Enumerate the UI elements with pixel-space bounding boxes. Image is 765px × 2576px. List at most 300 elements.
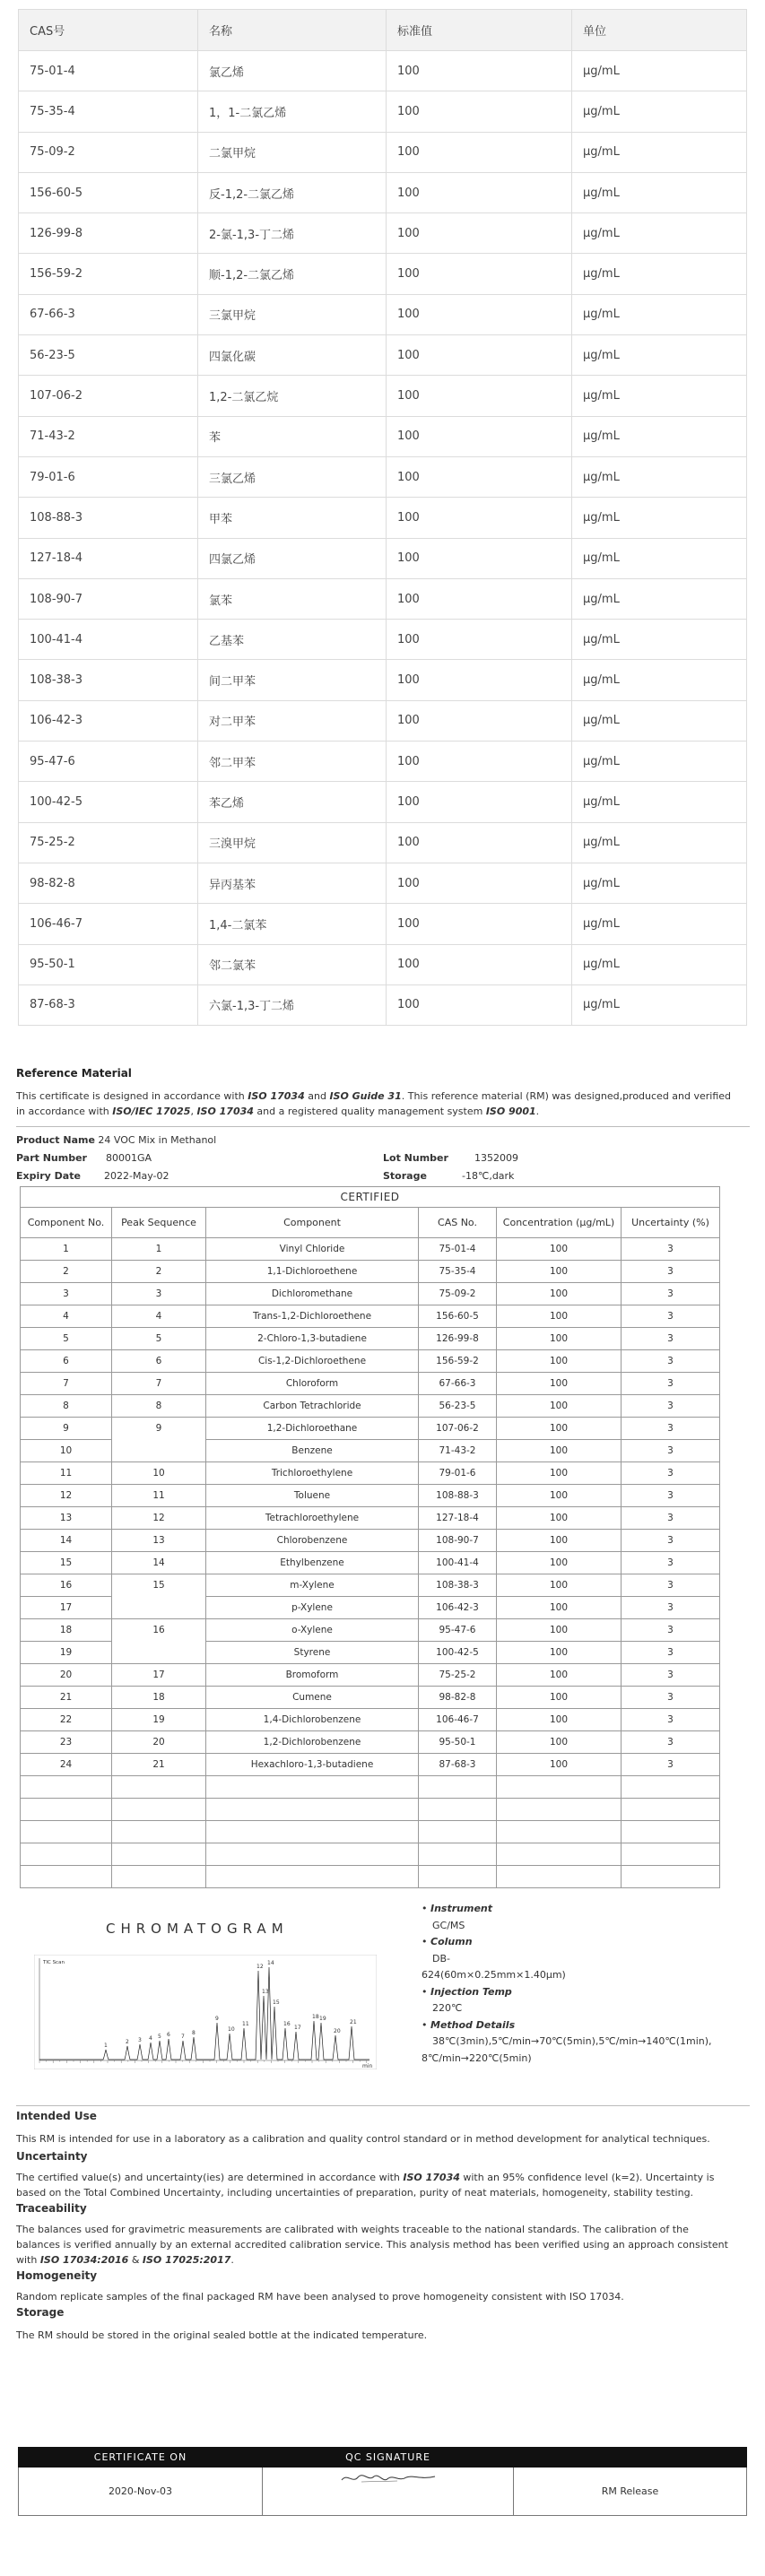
concentration-cell: 100 <box>497 1238 622 1261</box>
uncertainty-cell: 3 <box>622 1485 720 1507</box>
ref-text: . This reference material (RM) was designed,produced and verified <box>401 1090 732 1102</box>
uncert-text: with an 95% confidence level (k=2). Uncertainty is <box>459 2172 715 2183</box>
uncertainty-cell: 3 <box>622 1642 720 1664</box>
component-cell: 2-Chloro-1,3-butadiene <box>206 1328 419 1350</box>
table-row <box>19 620 747 660</box>
table-row <box>21 1597 720 1619</box>
cas-cell: 127-18-4 <box>19 538 198 578</box>
table-row <box>19 782 747 822</box>
peak-label: 6 <box>167 2032 170 2038</box>
unit-cell: μg/mL <box>572 984 747 1025</box>
empty-cell <box>21 1799 112 1821</box>
unit-cell: μg/mL <box>572 742 747 782</box>
header-unit: 单位 <box>572 10 747 51</box>
cas-cell: 106-42-3 <box>19 700 198 741</box>
method-label: Method Details <box>430 2018 516 2031</box>
header-concentration: Concentration (μg/mL) <box>497 1208 622 1238</box>
peak-sequence-cell: 15 <box>112 1574 206 1597</box>
peak-label: 15 <box>273 1999 280 2006</box>
component-cell: Cis-1,2-Dichloroethene <box>206 1350 419 1373</box>
cas-cell: 87-68-3 <box>19 984 198 1025</box>
table-row <box>21 1642 720 1664</box>
empty-cell <box>622 1799 720 1821</box>
empty-cell <box>21 1843 112 1866</box>
name-cell: 反-1,2-二氯乙烯 <box>198 172 387 212</box>
table-row <box>19 132 747 172</box>
cas-cell: 100-41-4 <box>19 620 198 660</box>
ref-iso: ISO 9001 <box>485 1106 536 1117</box>
uncertainty-cell: 3 <box>622 1395 720 1418</box>
component-no-cell: 3 <box>21 1283 112 1305</box>
empty-cell <box>419 1799 497 1821</box>
empty-cell <box>206 1799 419 1821</box>
empty-cell <box>206 1866 419 1888</box>
concentration-cell: 100 <box>497 1261 622 1283</box>
handwritten-signature <box>335 2469 442 2489</box>
component-cell: p-Xylene <box>206 1597 419 1619</box>
empty-cell <box>622 1866 720 1888</box>
trace-label: TIC Scan <box>43 1960 65 1965</box>
table-row <box>21 1305 720 1328</box>
table-row <box>19 91 747 132</box>
peak-sequence-cell: 14 <box>112 1552 206 1574</box>
empty-cell <box>419 1821 497 1843</box>
table-row <box>19 213 747 254</box>
unit-cell: μg/mL <box>572 700 747 741</box>
peak-sequence-cell: 16 <box>112 1619 206 1642</box>
chromatogram-section <box>16 1899 750 2105</box>
concentration-cell: 100 <box>497 1373 622 1395</box>
component-cell: Chlorobenzene <box>206 1530 419 1552</box>
cas-no-cell: 67-66-3 <box>419 1373 497 1395</box>
traceability-text <box>16 2222 750 2268</box>
component-no-cell: 17 <box>21 1597 112 1619</box>
component-cell: 1,2-Dichlorobenzene <box>206 1731 419 1754</box>
unit-cell: μg/mL <box>572 863 747 903</box>
table-row <box>19 456 747 497</box>
empty-cell <box>497 1799 622 1821</box>
concentration-cell: 100 <box>497 1283 622 1305</box>
ref-text: . <box>535 1106 540 1117</box>
concentration-cell: 100 <box>497 1619 622 1642</box>
peak-sequence-cell: 17 <box>112 1664 206 1687</box>
storage-text: The RM should be stored in the original sealed bottle at the indicated temperature. <box>16 2329 428 2341</box>
uncertainty-cell: 3 <box>622 1754 720 1776</box>
column-value-1: DB- <box>432 1952 450 1965</box>
concentration-cell: 100 <box>497 1350 622 1373</box>
component-no-cell: 8 <box>21 1395 112 1418</box>
peak-sequence-cell: 9 <box>112 1418 206 1440</box>
value-cell: 100 <box>387 294 572 334</box>
component-no-cell: 10 <box>21 1440 112 1462</box>
table-row <box>21 1373 720 1395</box>
peak-sequence-cell: 8 <box>112 1395 206 1418</box>
cas-no-cell: 108-38-3 <box>419 1574 497 1597</box>
component-no-cell: 15 <box>21 1552 112 1574</box>
table-row <box>21 1530 720 1552</box>
method-value-2: 8℃/min→220℃(5min) <box>422 2051 532 2064</box>
trace-text: The balances used for gravimetric measurements are calibrated with weights traceable to the national standards. The calibration of the <box>16 2224 689 2235</box>
unit-cell: μg/mL <box>572 578 747 619</box>
method-list: • Instrument GC/MS • Column DB- 624(60m×0.25mm×1.40μm) • Injection Temp 220℃ • Method Details 38℃(3min),5℃/min→70℃(5min),5℃/min→140℃(1min), 8℃/min→220℃(5min) <box>422 1901 712 2067</box>
component-no-cell: 16 <box>21 1574 112 1597</box>
certified-caption: CERTIFIED <box>21 1187 720 1208</box>
uncertainty-cell: 3 <box>622 1731 720 1754</box>
peak-sequence-cell <box>112 1440 206 1462</box>
value-cell: 100 <box>387 172 572 212</box>
column-value-2: 624(60m×0.25mm×1.40μm) <box>422 1969 566 1981</box>
value-cell: 100 <box>387 578 572 619</box>
component-cell: Benzene <box>206 1440 419 1462</box>
peak-label: 2 <box>126 2039 129 2045</box>
peak-sequence-cell: 18 <box>112 1687 206 1709</box>
trace-text: & <box>128 2254 143 2266</box>
name-cell: 1，1-二氯乙烯 <box>198 91 387 132</box>
cas-table-header <box>19 10 747 51</box>
certified-table <box>20 1186 720 1888</box>
component-cell: Chloroform <box>206 1373 419 1395</box>
name-cell: 三溴甲烷 <box>198 822 387 863</box>
value-cell: 100 <box>387 51 572 91</box>
name-cell: 三氯甲烷 <box>198 294 387 334</box>
table-row <box>19 335 747 376</box>
concentration-cell: 100 <box>497 1642 622 1664</box>
table-row <box>21 1619 720 1642</box>
peak-label: 10 <box>228 2026 235 2033</box>
cas-no-cell: 98-82-8 <box>419 1687 497 1709</box>
signature-header-row <box>19 2448 747 2468</box>
name-cell: 异丙基苯 <box>198 863 387 903</box>
cas-no-cell: 108-90-7 <box>419 1530 497 1552</box>
table-row <box>19 294 747 334</box>
value-cell: 100 <box>387 944 572 984</box>
intended-use-text: This RM is intended for use in a laboratory as a calibration and quality control standard or in method development for analytical techniques. <box>16 2133 710 2145</box>
peak-label: 1 <box>104 2043 108 2049</box>
value-cell: 100 <box>387 700 572 741</box>
uncert-text: The certified value(s) and uncertainty(ies) are determined in accordance with <box>16 2172 404 2183</box>
uncertainty-cell: 3 <box>622 1440 720 1462</box>
uncertainty-heading: Uncertainty <box>16 2150 88 2163</box>
component-no-cell: 21 <box>21 1687 112 1709</box>
empty-cell <box>112 1776 206 1799</box>
uncertainty-cell: 3 <box>622 1664 720 1687</box>
storage-heading: Storage <box>16 2306 65 2319</box>
value-cell: 100 <box>387 456 572 497</box>
unit-cell: μg/mL <box>572 51 747 91</box>
header-cas: CAS号 <box>19 10 198 51</box>
component-cell: Styrene <box>206 1642 419 1664</box>
cas-no-cell: 156-60-5 <box>419 1305 497 1328</box>
instrument-value: GC/MS <box>432 1919 465 1931</box>
table-row <box>19 416 747 456</box>
empty-cell <box>112 1821 206 1843</box>
peak-sequence-cell: 21 <box>112 1754 206 1776</box>
value-cell: 100 <box>387 376 572 416</box>
header-cas-no: CAS No. <box>419 1208 497 1238</box>
table-row <box>21 1238 720 1261</box>
part-value: 80001GA <box>106 1151 152 1164</box>
table-row <box>21 1709 720 1731</box>
component-cell: 1,4-Dichlorobenzene <box>206 1709 419 1731</box>
expiry-label: Expiry Date <box>16 1169 81 1182</box>
peak-label: 19 <box>319 2016 326 2022</box>
peak-label: 5 <box>158 2034 161 2040</box>
peak-label: 9 <box>215 2016 219 2022</box>
component-no-cell: 12 <box>21 1485 112 1507</box>
header-component: Component <box>206 1208 419 1238</box>
cas-no-cell: 75-09-2 <box>419 1283 497 1305</box>
cas-cell: 75-01-4 <box>19 51 198 91</box>
concentration-cell: 100 <box>497 1574 622 1597</box>
certified-caption-row <box>21 1187 720 1208</box>
component-no-cell: 13 <box>21 1507 112 1530</box>
peak-sequence-cell: 2 <box>112 1261 206 1283</box>
cas-no-cell: 71-43-2 <box>419 1440 497 1462</box>
table-row <box>19 51 747 91</box>
cas-cell: 106-46-7 <box>19 904 198 944</box>
empty-cell <box>622 1821 720 1843</box>
unit-cell: μg/mL <box>572 294 747 334</box>
cas-no-cell: 126-99-8 <box>419 1328 497 1350</box>
name-cell: 六氯-1,3-丁二烯 <box>198 984 387 1025</box>
table-row <box>21 1552 720 1574</box>
cas-cell: 156-59-2 <box>19 254 198 294</box>
peak-label: 16 <box>283 2021 291 2027</box>
concentration-cell: 100 <box>497 1328 622 1350</box>
signature-row <box>19 2468 747 2516</box>
empty-cell <box>112 1799 206 1821</box>
divider <box>16 1126 750 1127</box>
value-cell: 100 <box>387 863 572 903</box>
value-cell: 100 <box>387 538 572 578</box>
concentration-cell: 100 <box>497 1687 622 1709</box>
cas-no-cell: 56-23-5 <box>419 1395 497 1418</box>
name-cell: 1,2-二氯乙烷 <box>198 376 387 416</box>
empty-row <box>21 1843 720 1866</box>
component-no-cell: 1 <box>21 1238 112 1261</box>
value-cell: 100 <box>387 498 572 538</box>
cas-no-cell: 106-42-3 <box>419 1597 497 1619</box>
cas-cell: 156-60-5 <box>19 172 198 212</box>
uncertainty-cell: 3 <box>622 1261 720 1283</box>
peak-sequence-cell <box>112 1642 206 1664</box>
unit-cell: μg/mL <box>572 498 747 538</box>
table-row <box>21 1328 720 1350</box>
component-no-cell: 5 <box>21 1328 112 1350</box>
name-cell: 甲苯 <box>198 498 387 538</box>
empty-cell <box>112 1843 206 1866</box>
unit-cell: μg/mL <box>572 944 747 984</box>
empty-cell <box>419 1776 497 1799</box>
cas-cell: 75-35-4 <box>19 91 198 132</box>
component-cell: Ethylbenzene <box>206 1552 419 1574</box>
qc-signature-header: QC SIGNATURE <box>263 2448 514 2468</box>
uncertainty-cell: 3 <box>622 1373 720 1395</box>
name-cell: 四氯化碳 <box>198 335 387 376</box>
product-row <box>16 1131 750 1149</box>
cas-no-cell: 100-42-5 <box>419 1642 497 1664</box>
ref-text: and a registered quality management system <box>253 1106 486 1117</box>
uncertainty-cell: 3 <box>622 1619 720 1642</box>
peak-sequence-cell: 20 <box>112 1731 206 1754</box>
cas-cell: 71-43-2 <box>19 416 198 456</box>
value-cell: 100 <box>387 984 572 1025</box>
empty-cell <box>21 1821 112 1843</box>
component-no-cell: 2 <box>21 1261 112 1283</box>
cas-no-cell: 156-59-2 <box>419 1350 497 1373</box>
peak-label: 3 <box>138 2037 142 2043</box>
ref-text: and <box>304 1090 330 1102</box>
empty-row <box>21 1776 720 1799</box>
name-cell: 苯乙烯 <box>198 782 387 822</box>
table-row <box>19 172 747 212</box>
table-row <box>21 1440 720 1462</box>
peak-sequence-cell: 6 <box>112 1350 206 1373</box>
value-cell: 100 <box>387 620 572 660</box>
peak-label: 13 <box>262 1989 269 1995</box>
component-cell: Dichloromethane <box>206 1283 419 1305</box>
peak-label: 12 <box>256 1964 264 1970</box>
cas-no-cell: 127-18-4 <box>419 1507 497 1530</box>
name-cell: 顺-1,2-二氯乙烯 <box>198 254 387 294</box>
cas-cell: 107-06-2 <box>19 376 198 416</box>
unit-cell: μg/mL <box>572 376 747 416</box>
component-no-cell: 23 <box>21 1731 112 1754</box>
peak-sequence-cell: 10 <box>112 1462 206 1485</box>
peak-sequence-cell: 5 <box>112 1328 206 1350</box>
table-row <box>21 1261 720 1283</box>
uncertainty-text <box>16 2170 750 2200</box>
injection-value: 220℃ <box>432 2002 463 2014</box>
certificate-on-header: CERTIFICATE ON <box>19 2448 263 2468</box>
component-cell: 1,1-Dichloroethene <box>206 1261 419 1283</box>
certificate-date: 2020-Nov-03 <box>19 2468 263 2516</box>
trace-text: with <box>16 2254 40 2266</box>
cas-cell: 100-42-5 <box>19 782 198 822</box>
peak-label: 11 <box>242 2021 249 2027</box>
component-no-cell: 11 <box>21 1462 112 1485</box>
table-row <box>21 1687 720 1709</box>
name-cell: 邻二甲苯 <box>198 742 387 782</box>
empty-cell <box>112 1866 206 1888</box>
qc-signature-cell <box>263 2468 514 2516</box>
uncertainty-cell: 3 <box>622 1283 720 1305</box>
name-cell: 乙基苯 <box>198 620 387 660</box>
component-no-cell: 14 <box>21 1530 112 1552</box>
table-row <box>19 984 747 1025</box>
concentration-cell: 100 <box>497 1507 622 1530</box>
lot-value: 1352009 <box>474 1151 518 1164</box>
cas-cell: 67-66-3 <box>19 294 198 334</box>
peak-sequence-cell: 12 <box>112 1507 206 1530</box>
empty-cell <box>497 1866 622 1888</box>
chromatogram-svg <box>34 1955 377 2069</box>
empty-row <box>21 1821 720 1843</box>
table-row <box>21 1485 720 1507</box>
ref-iso: ISO/IEC 17025 <box>112 1106 191 1117</box>
component-cell: m-Xylene <box>206 1574 419 1597</box>
unit-cell: μg/mL <box>572 254 747 294</box>
instrument-label: Instrument <box>430 1903 492 1914</box>
table-row <box>19 498 747 538</box>
table-row <box>19 376 747 416</box>
peak-label: 21 <box>350 2019 357 2025</box>
component-no-cell: 7 <box>21 1373 112 1395</box>
rm-release: RM Release <box>514 2468 747 2516</box>
cas-cell: 126-99-8 <box>19 213 198 254</box>
empty-cell <box>21 1776 112 1799</box>
cas-no-cell: 95-47-6 <box>419 1619 497 1642</box>
unit-cell: μg/mL <box>572 91 747 132</box>
header-component-no: Component No. <box>21 1208 112 1238</box>
header-name: 名称 <box>198 10 387 51</box>
component-no-cell: 20 <box>21 1664 112 1687</box>
cas-no-cell: 108-88-3 <box>419 1485 497 1507</box>
peak-label: 17 <box>294 2025 301 2031</box>
axis-unit: min <box>362 2063 373 2069</box>
table-row <box>19 904 747 944</box>
chromatogram-plot <box>34 1955 377 2069</box>
empty-cell <box>497 1776 622 1799</box>
cas-table <box>18 9 747 1026</box>
name-cell: 间二甲苯 <box>198 660 387 700</box>
column-label: Column <box>430 1936 473 1947</box>
table-row <box>19 254 747 294</box>
uncertainty-cell: 3 <box>622 1574 720 1597</box>
cas-no-cell: 79-01-6 <box>419 1462 497 1485</box>
uncertainty-cell: 3 <box>622 1418 720 1440</box>
cas-table-container <box>18 9 746 1026</box>
method-value-1: 38℃(3min),5℃/min→70℃(5min),5℃/min→140℃(1min), <box>432 2035 712 2047</box>
peak-label: 14 <box>267 1960 274 1966</box>
name-cell: 氯乙烯 <box>198 51 387 91</box>
peak-sequence-cell: 19 <box>112 1709 206 1731</box>
trace-iso: ISO 17034:2016 <box>39 2254 129 2266</box>
uncertainty-cell: 3 <box>622 1350 720 1373</box>
uncertainty-cell: 3 <box>622 1597 720 1619</box>
unit-cell: μg/mL <box>572 660 747 700</box>
unit-cell: μg/mL <box>572 213 747 254</box>
peak-sequence-cell: 3 <box>112 1283 206 1305</box>
empty-cell <box>206 1821 419 1843</box>
table-row <box>21 1350 720 1373</box>
empty-cell <box>206 1843 419 1866</box>
trace-text: balances is verified annually by an external accredited calibration service. This analysis method has been verified using an approach consistent <box>16 2239 728 2251</box>
expiry-value: 2022-May-02 <box>104 1169 170 1182</box>
component-cell: Trichloroethylene <box>206 1462 419 1485</box>
signature-table <box>18 2447 747 2516</box>
empty-cell <box>497 1821 622 1843</box>
part-lot-row <box>16 1149 750 1167</box>
value-cell: 100 <box>387 213 572 254</box>
cas-no-cell: 75-35-4 <box>419 1261 497 1283</box>
uncertainty-cell: 3 <box>622 1709 720 1731</box>
unit-cell: μg/mL <box>572 172 747 212</box>
cas-cell: 95-47-6 <box>19 742 198 782</box>
ref-text: , <box>190 1106 197 1117</box>
table-row <box>19 660 747 700</box>
ref-iso: ISO 17034 <box>248 1090 305 1102</box>
table-row <box>19 944 747 984</box>
name-cell: 邻二氯苯 <box>198 944 387 984</box>
component-no-cell: 18 <box>21 1619 112 1642</box>
cas-cell: 75-09-2 <box>19 132 198 172</box>
trace-iso: ISO 17025:2017 <box>142 2254 231 2266</box>
homogeneity-heading: Homogeneity <box>16 2269 98 2282</box>
component-no-cell: 24 <box>21 1754 112 1776</box>
component-no-cell: 6 <box>21 1350 112 1373</box>
component-cell: Carbon Tetrachloride <box>206 1395 419 1418</box>
